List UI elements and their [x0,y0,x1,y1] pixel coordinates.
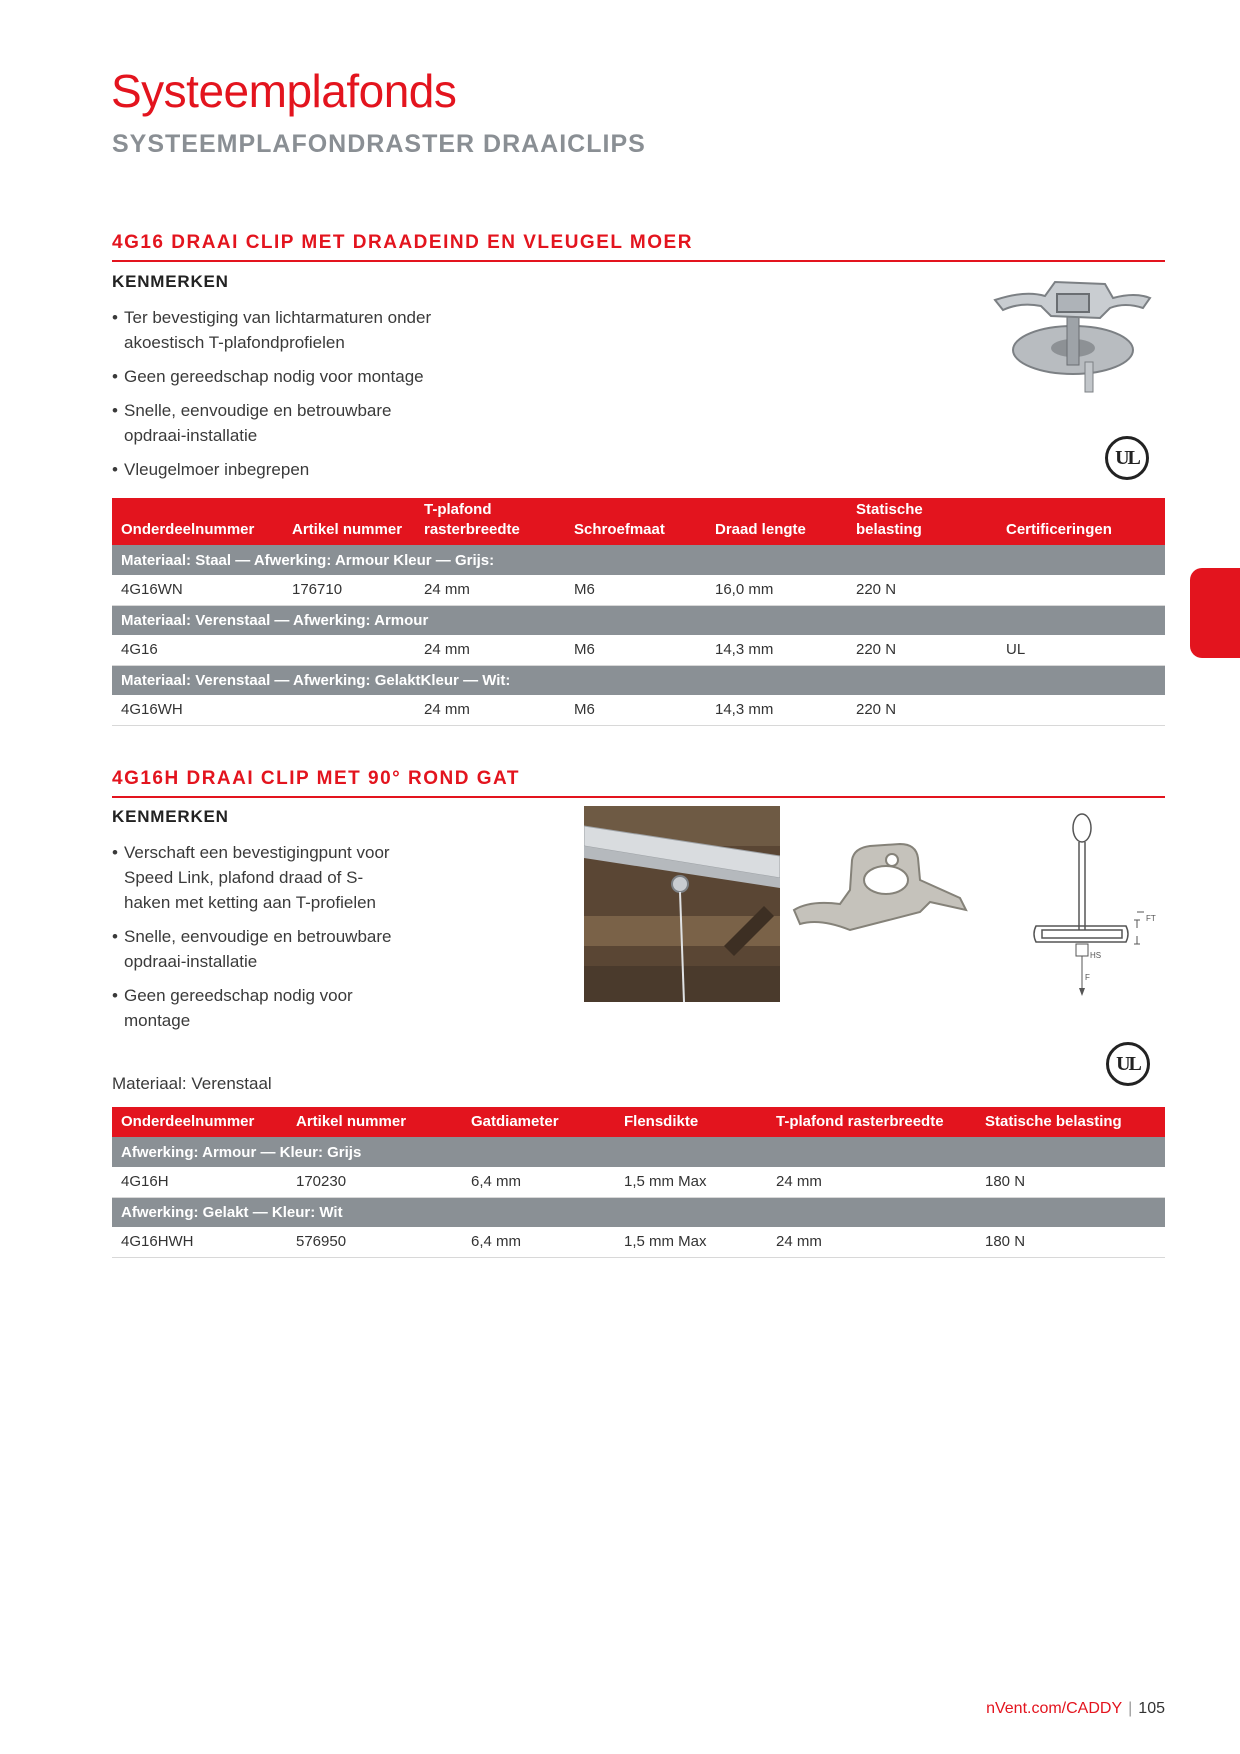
page-title: Systeemplafonds [111,65,457,117]
features-list [112,840,402,1042]
table-header-row [112,498,1165,545]
footer-site-link[interactable]: nVent.com/CADDY [986,1700,1123,1717]
feature-item: • Vleugelmoer inbegrepen [112,457,442,482]
section-heading-4g16h: 4G16H DRAAI CLIP MET 90° ROND GAT [112,768,1165,798]
feature-item: • Geen gereedschap nodig voor montage [112,983,402,1033]
group-row: Materiaal: Verenstaal — Afwerking: Armour [112,605,1165,635]
clip-4g16-product-image [985,270,1160,410]
feature-item: • Snelle, eenvoudige en betrouwbare opdraai-installatie [112,924,402,974]
table-row: 4G16HWH 576950 6,4 mm 1,5 mm Max 24 mm 180 N [112,1227,1165,1257]
column-header: T-plafond rasterbreedte [767,1107,976,1137]
diagram-label-ft: FT [1146,914,1156,923]
page-number: 105 [1138,1700,1165,1717]
features-label: KENMERKEN [112,807,229,826]
column-header: Statische belasting [976,1107,1165,1137]
group-row: Materiaal: Verenstaal — Afwerking: GelaktKleur — Wit: [112,665,1165,695]
page-subtitle: SYSTEEMPLAFONDRASTER DRAAICLIPS [112,130,646,158]
column-header: Onderdeelnummer [112,498,283,545]
chapter-tab [1190,568,1240,658]
column-header: Certificeringen [997,498,1165,545]
diagram-label-hs: HS [1090,951,1102,960]
installed-clip-photo [584,806,780,1002]
features-label: KENMERKEN [112,272,229,291]
column-header: Flensdikte [615,1107,767,1137]
diagram-label-f: F [1085,973,1090,982]
table-row: 4G16WH 24 mm M6 14,3 mm 220 N [112,695,1165,725]
page-footer [986,1700,1165,1718]
table-row: 4G16 24 mm M6 14,3 mm 220 N UL [112,635,1165,665]
column-header: T-plafond rasterbreedte [415,498,565,545]
column-header: Draad lengte [706,498,847,545]
table-row: 4G16WN 176710 24 mm M6 16,0 mm 220 N [112,575,1165,605]
feature-item: • Snelle, eenvoudige en betrouwbare opdraai-installatie [112,398,442,448]
feature-item: • Verschaft een bevestigingpunt voor Speed Link, plafond draad of S-haken met ketting aan T-profielen [112,840,402,915]
footer-separator: | [1128,1700,1133,1717]
features-list [112,305,442,491]
clip-4g16h-product-image [790,840,970,960]
group-row: Materiaal: Staal — Afwerking: Armour Kleur — Grijs: [112,545,1165,575]
group-row: Afwerking: Armour — Kleur: Grijs [112,1137,1165,1167]
dimension-diagram [1030,808,1165,998]
ul-certification-icon: UL [1105,436,1149,480]
column-header: Schroefmaat [565,498,706,545]
spec-table-4g16 [112,498,1165,726]
column-header: Gatdiameter [462,1107,615,1137]
column-header: Artikel nummer [283,498,415,545]
material-note: Materiaal: Verenstaal [112,1074,272,1093]
group-row: Afwerking: Gelakt — Kleur: Wit [112,1197,1165,1227]
feature-item: • Ter bevestiging van lichtarmaturen onder akoestisch T-plafondprofielen [112,305,442,355]
column-header: Statische belasting [847,498,997,545]
table-header-row [112,1107,1165,1137]
column-header: Artikel nummer [287,1107,462,1137]
ul-certification-icon: UL [1106,1042,1150,1086]
table-row: 4G16H 170230 6,4 mm 1,5 mm Max 24 mm 180 N [112,1167,1165,1197]
feature-item: • Geen gereedschap nodig voor montage [112,364,442,389]
section-heading-4g16: 4G16 DRAAI CLIP MET DRAADEIND EN VLEUGEL MOER [112,232,1165,262]
spec-table-4g16h [112,1107,1165,1258]
column-header: Onderdeelnummer [112,1107,287,1137]
